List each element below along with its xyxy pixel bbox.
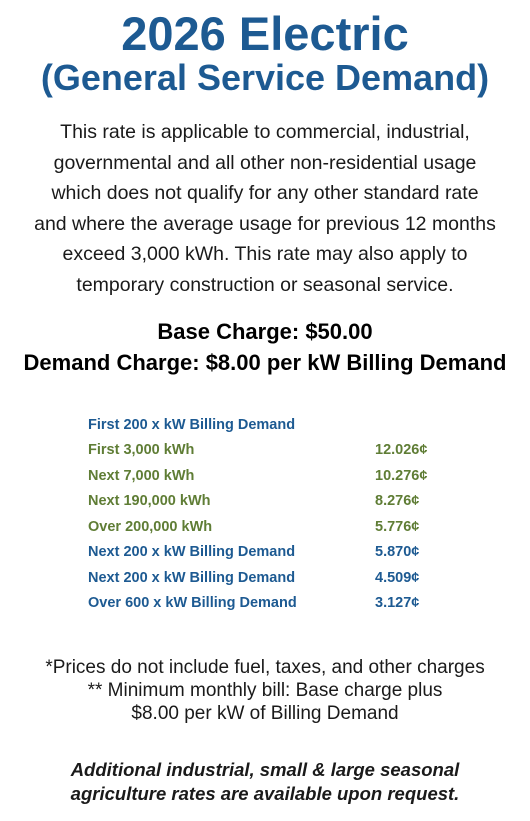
note-line: *Prices do not include fuel, taxes, and other charges bbox=[45, 657, 485, 678]
note-line: $8.00 per kW of Billing Demand bbox=[131, 703, 399, 724]
rate-row bbox=[88, 565, 448, 591]
rate-row bbox=[88, 463, 448, 489]
description-line: exceed 3,000 kWh. This rate may also apply to bbox=[62, 243, 468, 265]
rate-label: Over 600 x kW Billing Demand bbox=[88, 595, 297, 612]
description-line: This rate is applicable to commercial, industrial, bbox=[60, 121, 470, 143]
footer-note bbox=[0, 758, 530, 806]
rate-row bbox=[88, 540, 448, 566]
rate-value: 5.870¢ bbox=[375, 544, 420, 561]
rate-label: Next 190,000 kWh bbox=[88, 493, 211, 510]
rate-label: Next 200 x kW Billing Demand bbox=[88, 569, 296, 586]
rate-value: 4.509¢ bbox=[375, 569, 420, 586]
rate-row bbox=[88, 412, 448, 438]
rate-table bbox=[88, 412, 448, 616]
base-charge: Base Charge: $50.00 bbox=[157, 319, 373, 344]
rate-value: 3.127¢ bbox=[375, 595, 420, 612]
demand-charge: Demand Charge: $8.00 per kW Billing Demand bbox=[23, 350, 507, 375]
rate-label: Next 7,000 kWh bbox=[88, 467, 195, 484]
rate-value: 5.776¢ bbox=[375, 518, 420, 535]
page-subtitle: (General Service Demand) bbox=[40, 57, 490, 98]
footer-line: agriculture rates are available upon request. bbox=[70, 783, 460, 804]
rate-row bbox=[88, 438, 448, 464]
description-line: temporary construction or seasonal service. bbox=[76, 273, 454, 296]
description-line: and where the average usage for previous 12 months bbox=[34, 212, 496, 235]
pricing-notes bbox=[0, 656, 530, 725]
rate-value: 12.026¢ bbox=[375, 442, 428, 459]
note-line: ** Minimum monthly bill: Base charge plus bbox=[87, 680, 443, 701]
rate-value: 8.276¢ bbox=[375, 493, 420, 510]
rate-value: 10.276¢ bbox=[375, 467, 428, 484]
rate-description bbox=[20, 117, 510, 300]
rate-row bbox=[88, 514, 448, 540]
rate-label: Next 200 x kW Billing Demand bbox=[88, 544, 296, 561]
rate-label: Over 200,000 kWh bbox=[88, 518, 213, 535]
rate-row bbox=[88, 489, 448, 515]
description-line: which does not qualify for any other standard rate bbox=[51, 182, 479, 204]
page-title: 2026 Electric bbox=[121, 7, 409, 60]
footer-line: Additional industrial, small & large seasonal bbox=[70, 759, 460, 780]
rate-label: First 3,000 kWh bbox=[88, 442, 195, 459]
rate-label: First 200 x kW Billing Demand bbox=[88, 416, 296, 433]
description-line: governmental and all other non-residential usage bbox=[53, 151, 477, 174]
rate-row bbox=[88, 591, 448, 617]
